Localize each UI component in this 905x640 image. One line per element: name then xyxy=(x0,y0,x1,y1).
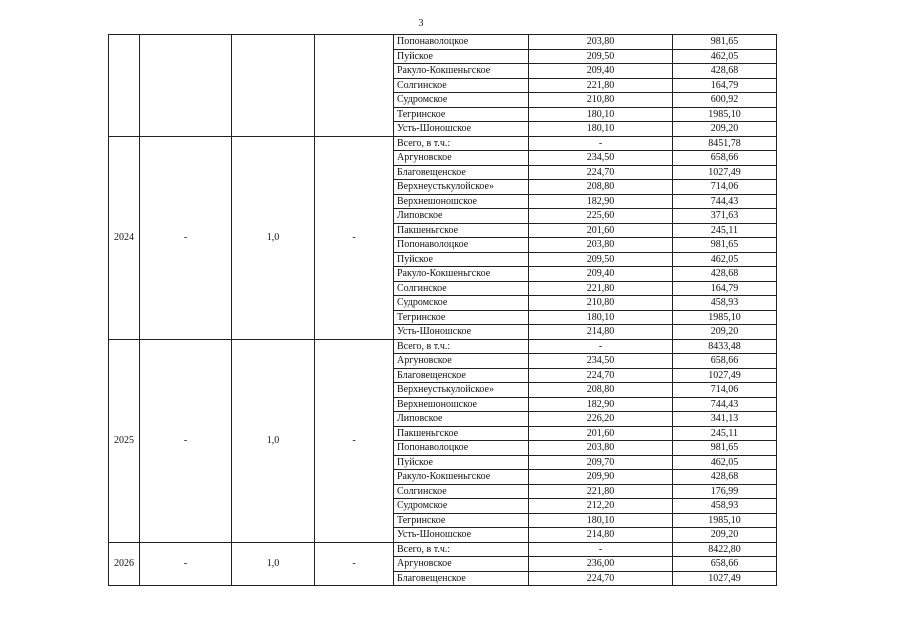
value-2-cell: 8451,78 xyxy=(673,136,777,151)
settlement-name-cell: Усть-Шоношское xyxy=(394,325,529,340)
value-1-cell: 214,80 xyxy=(529,528,673,543)
value-2-cell: 462,05 xyxy=(673,455,777,470)
settlement-name-cell: Благовещенское xyxy=(394,165,529,180)
value-1-cell: 203,80 xyxy=(529,441,673,456)
settlement-name-cell: Ракуло-Кокшеньгское xyxy=(394,470,529,485)
settlement-name-cell: Пуйское xyxy=(394,455,529,470)
value-2-cell: 164,79 xyxy=(673,281,777,296)
value-1-cell: 203,80 xyxy=(529,35,673,50)
value-2-cell: 462,05 xyxy=(673,49,777,64)
value-1-cell: 182,90 xyxy=(529,194,673,209)
value-2-cell: 1985,10 xyxy=(673,513,777,528)
column-3-cell: 1,0 xyxy=(232,136,315,339)
settlement-name-cell: Пуйское xyxy=(394,49,529,64)
page-number: 3 xyxy=(418,18,424,29)
value-2-cell: 714,06 xyxy=(673,180,777,195)
value-1-cell: - xyxy=(529,542,673,557)
settlement-name-cell: Усть-Шоношское xyxy=(394,122,529,137)
value-2-cell: 744,43 xyxy=(673,397,777,412)
table-row xyxy=(109,542,777,557)
settlement-name-cell: Липовское xyxy=(394,412,529,427)
settlement-name-cell: Всего, в т.ч.: xyxy=(394,542,529,557)
value-1-cell: - xyxy=(529,339,673,354)
value-2-cell: 371,63 xyxy=(673,209,777,224)
value-2-cell: 658,66 xyxy=(673,557,777,572)
value-2-cell: 744,43 xyxy=(673,194,777,209)
column-2-cell: - xyxy=(140,136,232,339)
value-1-cell: 209,50 xyxy=(529,49,673,64)
settlement-name-cell: Судромское xyxy=(394,93,529,108)
settlement-name-cell: Попонаволоцкое xyxy=(394,441,529,456)
settlement-name-cell: Попонаволоцкое xyxy=(394,35,529,50)
value-1-cell: 209,50 xyxy=(529,252,673,267)
column-3-cell: 1,0 xyxy=(232,542,315,586)
value-1-cell: 209,40 xyxy=(529,267,673,282)
settlement-name-cell: Судромское xyxy=(394,499,529,514)
value-1-cell: 234,50 xyxy=(529,354,673,369)
value-1-cell: 234,50 xyxy=(529,151,673,166)
value-1-cell: 226,20 xyxy=(529,412,673,427)
value-1-cell: 224,70 xyxy=(529,571,673,586)
column-3-cell xyxy=(232,35,315,137)
column-4-cell: - xyxy=(315,542,394,586)
settlement-name-cell: Пакшеньгское xyxy=(394,223,529,238)
value-2-cell: 981,65 xyxy=(673,35,777,50)
value-1-cell: 221,80 xyxy=(529,78,673,93)
value-1-cell: 224,70 xyxy=(529,165,673,180)
settlement-name-cell: Благовещенское xyxy=(394,368,529,383)
column-2-cell: - xyxy=(140,339,232,542)
value-1-cell: 210,80 xyxy=(529,93,673,108)
year-cell: 2026 xyxy=(109,542,140,586)
year-cell: 2025 xyxy=(109,339,140,542)
value-1-cell: 203,80 xyxy=(529,238,673,253)
value-2-cell: 164,79 xyxy=(673,78,777,93)
value-1-cell: 180,10 xyxy=(529,107,673,122)
value-2-cell: 209,20 xyxy=(673,122,777,137)
settlement-name-cell: Верхнеустькулойское» xyxy=(394,383,529,398)
settlement-name-cell: Солгинское xyxy=(394,281,529,296)
value-1-cell: 236,00 xyxy=(529,557,673,572)
year-cell xyxy=(109,35,140,137)
settlement-name-cell: Солгинское xyxy=(394,78,529,93)
value-1-cell: 212,20 xyxy=(529,499,673,514)
value-2-cell: 428,68 xyxy=(673,267,777,282)
value-1-cell: 221,80 xyxy=(529,484,673,499)
settlement-name-cell: Пакшеньгское xyxy=(394,426,529,441)
value-2-cell: 209,20 xyxy=(673,528,777,543)
settlement-name-cell: Всего, в т.ч.: xyxy=(394,136,529,151)
value-1-cell: 221,80 xyxy=(529,281,673,296)
value-1-cell: 182,90 xyxy=(529,397,673,412)
settlement-name-cell: Верхнешоношское xyxy=(394,397,529,412)
tariff-table xyxy=(108,34,777,586)
settlement-name-cell: Липовское xyxy=(394,209,529,224)
value-1-cell: 180,10 xyxy=(529,310,673,325)
value-1-cell: 214,80 xyxy=(529,325,673,340)
value-2-cell: 428,68 xyxy=(673,470,777,485)
value-2-cell: 245,11 xyxy=(673,223,777,238)
value-1-cell: 208,80 xyxy=(529,383,673,398)
column-3-cell: 1,0 xyxy=(232,339,315,542)
value-1-cell: 201,60 xyxy=(529,223,673,238)
value-2-cell: 981,65 xyxy=(673,441,777,456)
table-row xyxy=(109,136,777,151)
value-2-cell: 458,93 xyxy=(673,296,777,311)
value-2-cell: 209,20 xyxy=(673,325,777,340)
settlement-name-cell: Верхнеустькулойское» xyxy=(394,180,529,195)
value-1-cell: 224,70 xyxy=(529,368,673,383)
value-1-cell: - xyxy=(529,136,673,151)
value-1-cell: 180,10 xyxy=(529,122,673,137)
value-1-cell: 209,90 xyxy=(529,470,673,485)
value-2-cell: 1985,10 xyxy=(673,310,777,325)
settlement-name-cell: Всего, в т.ч.: xyxy=(394,339,529,354)
column-4-cell: - xyxy=(315,339,394,542)
settlement-name-cell: Солгинское xyxy=(394,484,529,499)
table-row xyxy=(109,339,777,354)
value-2-cell: 462,05 xyxy=(673,252,777,267)
column-2-cell xyxy=(140,35,232,137)
table-row xyxy=(109,35,777,50)
column-4-cell xyxy=(315,35,394,137)
column-2-cell: - xyxy=(140,542,232,586)
settlement-name-cell: Попонаволоцкое xyxy=(394,238,529,253)
value-2-cell: 658,66 xyxy=(673,354,777,369)
value-1-cell: 209,70 xyxy=(529,455,673,470)
settlement-name-cell: Судромское xyxy=(394,296,529,311)
settlement-name-cell: Аргуновское xyxy=(394,557,529,572)
value-2-cell: 176,99 xyxy=(673,484,777,499)
value-2-cell: 1027,49 xyxy=(673,368,777,383)
value-2-cell: 1985,10 xyxy=(673,107,777,122)
settlement-name-cell: Аргуновское xyxy=(394,354,529,369)
value-2-cell: 981,65 xyxy=(673,238,777,253)
value-1-cell: 208,80 xyxy=(529,180,673,195)
value-1-cell: 210,80 xyxy=(529,296,673,311)
settlement-name-cell: Благовещенское xyxy=(394,571,529,586)
settlement-name-cell: Пуйское xyxy=(394,252,529,267)
value-2-cell: 600,92 xyxy=(673,93,777,108)
table-body xyxy=(109,35,777,586)
settlement-name-cell: Усть-Шоношское xyxy=(394,528,529,543)
value-2-cell: 341,13 xyxy=(673,412,777,427)
value-2-cell: 428,68 xyxy=(673,64,777,79)
value-1-cell: 180,10 xyxy=(529,513,673,528)
settlement-name-cell: Верхнешоношское xyxy=(394,194,529,209)
year-cell: 2024 xyxy=(109,136,140,339)
settlement-name-cell: Ракуло-Кокшеньгское xyxy=(394,267,529,282)
settlement-name-cell: Ракуло-Кокшеньгское xyxy=(394,64,529,79)
value-2-cell: 714,06 xyxy=(673,383,777,398)
settlement-name-cell: Аргуновское xyxy=(394,151,529,166)
value-2-cell: 8433,48 xyxy=(673,339,777,354)
value-1-cell: 225,60 xyxy=(529,209,673,224)
value-2-cell: 8422,80 xyxy=(673,542,777,557)
settlement-name-cell: Тегринское xyxy=(394,310,529,325)
column-4-cell: - xyxy=(315,136,394,339)
value-2-cell: 1027,49 xyxy=(673,571,777,586)
value-1-cell: 209,40 xyxy=(529,64,673,79)
value-2-cell: 658,66 xyxy=(673,151,777,166)
settlement-name-cell: Тегринское xyxy=(394,513,529,528)
value-2-cell: 458,93 xyxy=(673,499,777,514)
settlement-name-cell: Тегринское xyxy=(394,107,529,122)
value-2-cell: 245,11 xyxy=(673,426,777,441)
value-1-cell: 201,60 xyxy=(529,426,673,441)
value-2-cell: 1027,49 xyxy=(673,165,777,180)
